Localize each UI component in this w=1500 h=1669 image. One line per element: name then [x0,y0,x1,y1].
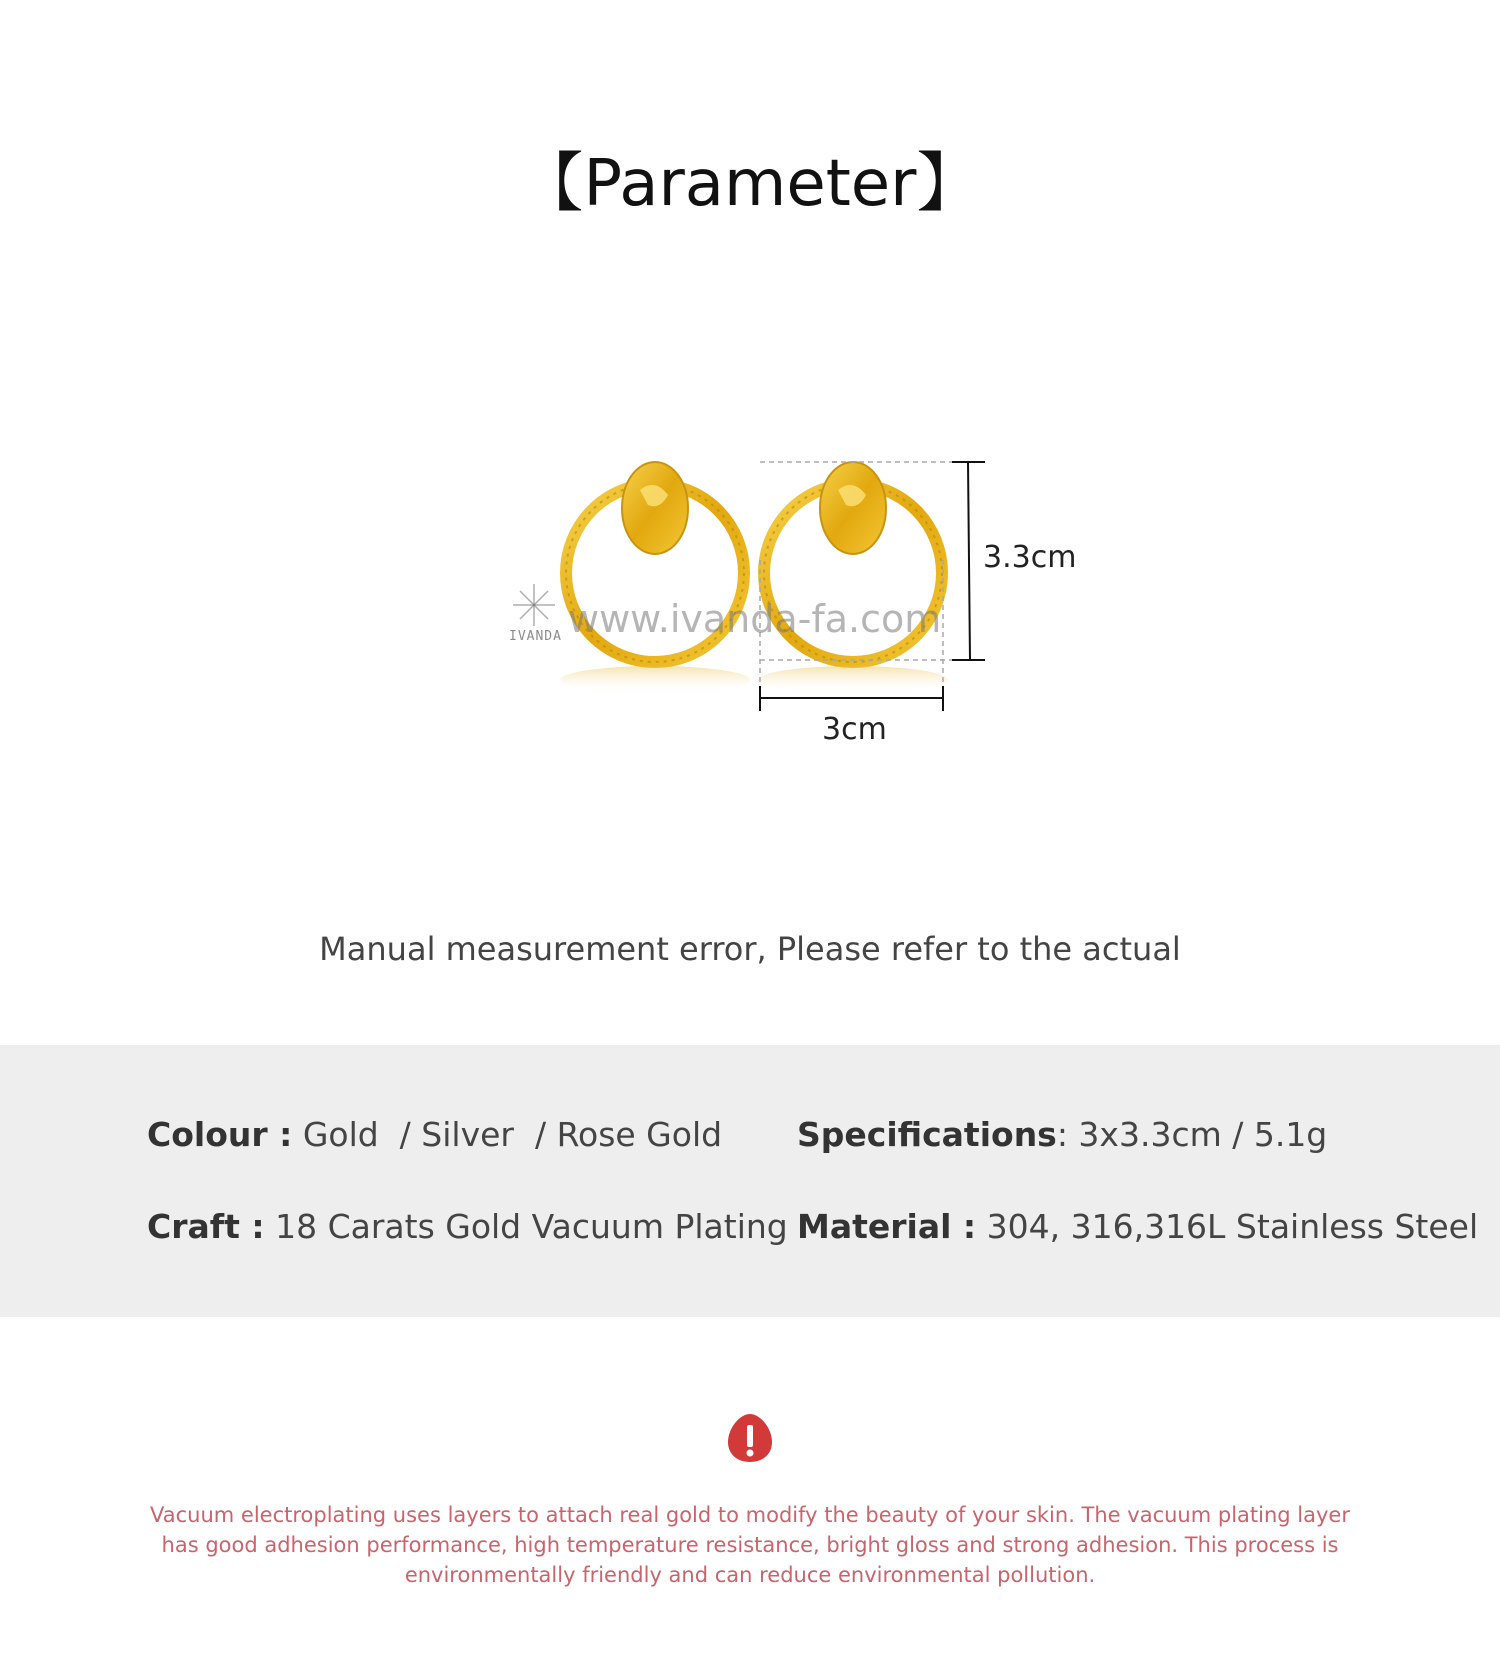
product-figure [0,0,1500,800]
spec-craft-label: Craft : [147,1207,265,1246]
height-label: 3.3cm [983,540,1077,575]
spec-specifications [797,1115,1327,1154]
spec-specifications-label: Specifications [797,1115,1057,1154]
width-label: 3cm [822,712,887,747]
page-title: 【Parameter】 [519,147,981,221]
spec-specifications-value: : 3x3.3cm / 5.1g [1056,1115,1328,1154]
spec-band [0,1045,1500,1317]
spec-craft [147,1207,788,1246]
watermark-url: www.ivanda-fa.com [568,597,942,641]
spec-material-label: Material : [797,1207,977,1246]
earring-left [560,462,750,694]
exclamation-drop-icon [726,1412,774,1464]
star-icon [513,584,555,626]
spec-material-value: 304, 316,316L Stainless Steel [986,1207,1479,1246]
spec-craft-value: 18 Carats Gold Vacuum Plating [275,1207,788,1246]
warning-text: Vacuum electroplating uses layers to attach real gold to modify the beauty of your skin. The vacuum plating layer has good adhesion performance, high temperature resistance, bright gloss and strong adhesion. This process is environmentally friendly and can reduce environmental pollution. [150,1503,1350,1587]
spec-colour-value: Gold / Silver / Rose Gold [302,1115,723,1154]
watermark-brand: IVANDA [509,629,562,644]
spec-colour-label: Colour : [147,1115,293,1154]
earring-right [758,462,948,694]
height-dimension [952,462,985,660]
spec-colour [147,1115,722,1154]
spec-material [797,1207,1478,1246]
measurement-note: Manual measurement error, Please refer to the actual [319,930,1181,968]
